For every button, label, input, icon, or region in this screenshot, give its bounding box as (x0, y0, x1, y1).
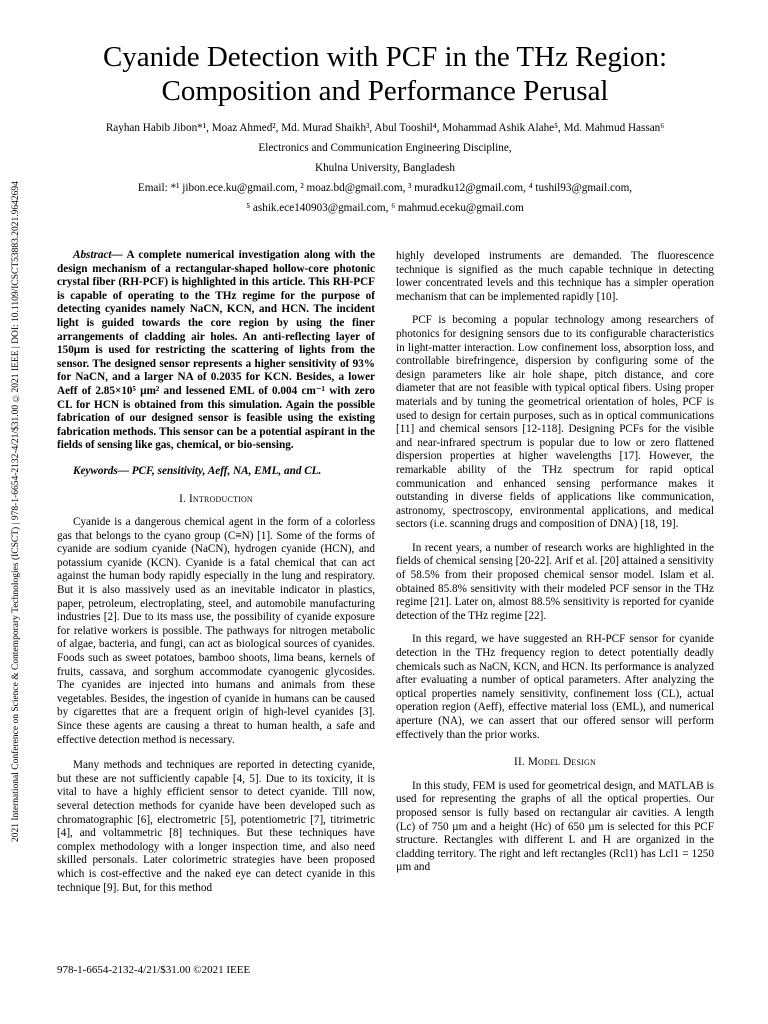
intro-paragraph-5: In recent years, a number of research works are highlighted in the fields of chemical sensing [20-22]. Arif et al. [20] attained a sensitivity of 58.5% from their proposed chemical sensor model. Islam et al. obtained 85.8% sensitivity with their modeled PCF sensor in the THz regime [21]. Later on, almost 88.5% sensitivity is reported for cyanide detection of the THz regime [22]. (396, 541, 714, 622)
title-line-2: Composition and Performance Perusal (161, 75, 609, 107)
footer-copyright: 978-1-6654-2132-4/21/$31.00 ©2021 IEEE (57, 964, 251, 976)
paper-title (40, 40, 730, 108)
section-heading-model-design: II. Model Design (514, 756, 596, 769)
left-column (57, 249, 375, 895)
keywords: Keywords— PCF, sensitivity, Aeff, NA, EML, and CL. (73, 464, 322, 477)
intro-paragraph-2: Many methods and techniques are reported in detecting cyanide, but these are not sufficiently capable [4, 5]. Due to its toxicity, it is vital to have a highly efficient sensor to detect cyanide. Till now, several detection methods for cyanide have been developed such as chromatographic [6], electrometric [5], potentiometric [7], titrimetric [4], and voltammetric [8] techniques. But these techniques have complex methodology with a longer inspection time, and also need skilled personals. Later colorimetric strategies have been proposed which is cost-effective and the naked eye can detect cyanide in this technique [9]. But, for this method (57, 759, 375, 894)
email-line-2: ⁵ ashik.ece140903@gmail.com, ⁶ mahmud.eceku@gmail.com (246, 202, 524, 214)
intro-paragraph-4: PCF is becoming a popular technology among researchers of photonics for designing sensors due to its configurable characteristics in light-matter interaction. Low confinement loss, absorption loss, and controllable birefringence, dispersion by configuring some of the design parameters like air hole shape, pitch distance, and core diameter that are not feasible with typical optical fibers. Using proper materials and by tuning the geometrical orientation of holes, PCF is used to design for certain purposes, such as in optical communications [11] and chemical sensors [12-118]. Designing PCFs for the visible and near-infrared spectrum is popular due to low or zero flattened dispersion properties at higher wavelengths [17]. However, the remarkable ability of the THz spectrum for rapid optical communication and enhanced sensing performance makes it outstanding in diverse fields of applications like communication, astronomy, spectroscopy, environmental applications, and medical sectors (i.e. scanning drugs and composition of DNA) [18, 19]. (396, 314, 714, 531)
intro-paragraph-3: highly developed instruments are demanded. The fluorescence technique is signified as the much capable technique in detecting lower concentrated levels and this technique has a simpler operation mechanism that can be implemented rapidly [10]. (396, 250, 714, 303)
section-heading-introduction: I. Introduction (179, 492, 253, 505)
abstract-text: A complete numerical investigation along with the design mechanism of a rectangular-shaped hollow-core photonic crystal fiber (RH-PCF) is highlighted in this article. This RH-PCF is capable of operating to the THz regime for the purpose of detecting cyanides namely NaCN, KCN, and HCN. The incident light is guided towards the core region by using the finer arrangements of cladding air holes. An anti-reflecting layer of 150µm is used for restricting the scattering of lights from the sensor. The designed sensor represents a higher sensitivity of 93% for NaCN, and a larger NA of 0.2035 for KCN. Besides, a lower Aeff of 2.85×10⁵ µm² and lessened EML of 0.004 cm⁻¹ with zero CL for HCN is obtained from this simulation. Again the possible fabrication of our designed sensor is feasible using the existing fabrication methods. This sensor can be a potential aspirant in the fields of sensing like gas, chemical, or bio-sensing. (57, 249, 375, 452)
intro-paragraph-6: In this regard, we have suggested an RH-PCF sensor for cyanide detection in the THz frequency region to detect potentially deadly chemicals such as NaCN, KCN, and HCN. Its performance is analyzed after evaluating a number of optical parameters. After analyzing the optical properties namely sensitivity, confinement loss (CL), actual operation region (Aeff), effective material loss (EML), and numerical aperture (NA), we can assert that our offered sensor will perform effectively than the prior works. (396, 633, 714, 741)
intro-paragraph-1: Cyanide is a dangerous chemical agent in the form of a colorless gas that belongs to the cyano group (C≡N) [1]. Some of the forms of cyanide are sodium cyanide (NaCN), hydrogen cyanide (HCN), and potassium cyanide (KCN). Cyanide is a fatal chemical that can act against the human body rapidly especially in the lung and respiratory. But it is also massively used as an inevitable indicator in plastics, paper, petroleum, electroplating, steel, and automobile manufacturing industries [2]. Due to its mass use, the possibility of cyanide exposure for relative workers is possible. The pathways for nitrogen metabolic of algae, bacteria, and fungi, can act as biological sources of cyanides. Foods such as sweet potatoes, bamboo shoots, lima beans, kernels of fruits, cassava, and sorghum accommodate cyanogenic glycosides. The cyanides are injected into humans and animals from these vegetables. Besides, the ingestion of cyanide in humans can be caused by cigarettes that are a frequent origin of high-level cyanides [3]. Since these agents are causing a threat to human health, a safe and effective detection method is necessary. (57, 516, 375, 746)
author-block (40, 118, 730, 218)
abstract (57, 249, 375, 453)
email-line-1: Email: *¹ jibon.ece.ku@gmail.com, ² moaz.bd@gmail.com, ³ muradku12@gmail.com, ⁴ tushil93@gmail.com, (137, 182, 633, 194)
sidebar-citation: 2021 International Conference on Science & Contemporary Technologies (ICSCT) | 978-1-6654-2132-4/21/$31.00 ©2021 IEEE | DOI: 10.1109/ICSCT53883.2021.9642694 (11, 181, 21, 843)
right-column (396, 250, 714, 875)
model-paragraph-1: In this study, FEM is used for geometrical design, and MATLAB is used for representing the graphs of all the optical properties. Our proposed sensor is fully based on rectangular air cavities. A length (Lc) of 750 µm and a height (Hc) of 650 µm is selected for this PCF structure. Rectangles with different L and H are organized in the cladding territory. The right and left rectangles (Rcl1) has Lcl1 = 1250 µm and (396, 779, 714, 874)
title-line-1: Cyanide Detection with PCF in the THz Region: (102, 41, 668, 73)
university: Khulna University, Bangladesh (314, 162, 456, 174)
department: Electronics and Communication Engineering Discipline, (258, 142, 512, 154)
abstract-label: Abstract— (73, 249, 123, 261)
author-list: Rayhan Habib Jibon*¹, Moaz Ahmed², Md. Murad Shaikh³, Abul Tooshil⁴, Mohammad Ashik Alahe⁵, Md. Mahmud Hassan⁶ (105, 122, 665, 134)
